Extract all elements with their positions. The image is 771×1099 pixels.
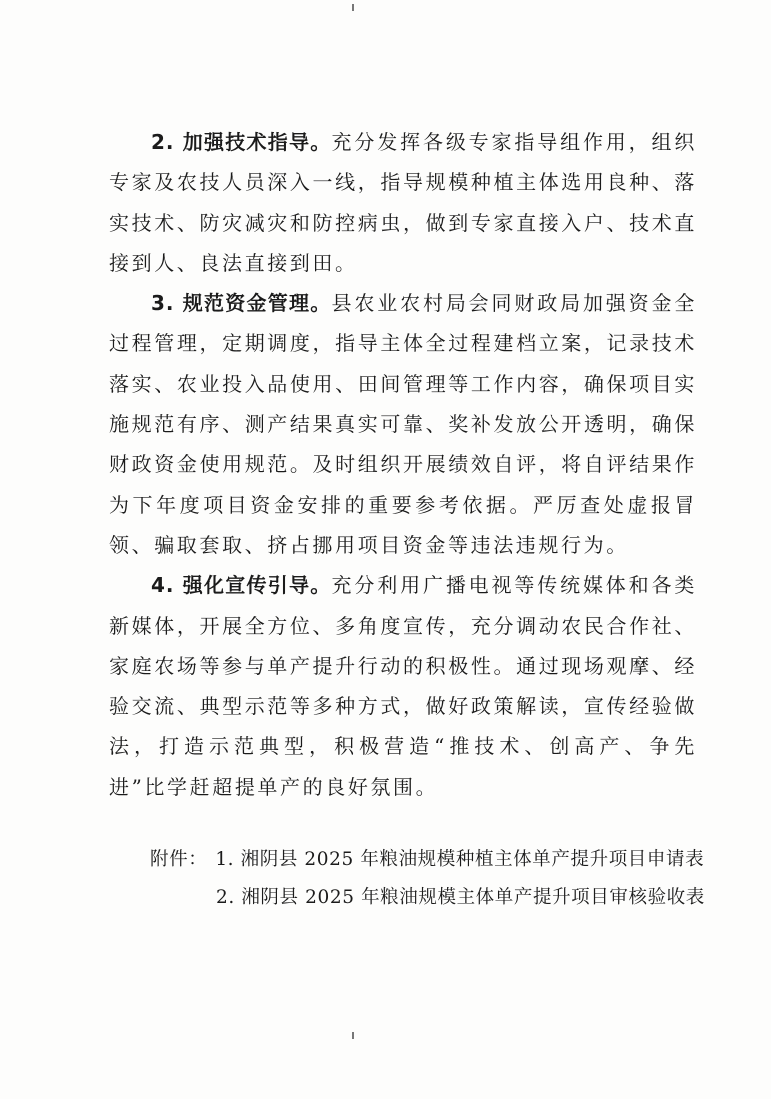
document-body [109, 122, 697, 807]
section-heading: 4. 强化宣传引导。 [151, 573, 332, 598]
section-publicity [109, 565, 697, 807]
section-heading: 3. 规范资金管理。 [151, 291, 332, 316]
attachment-item-1 [150, 845, 750, 871]
section-heading: 2. 加强技术指导。 [151, 130, 332, 154]
attachment-item-2 [216, 883, 771, 909]
attachment-label: 附件： [150, 849, 208, 870]
attachment-text: 2. 湘阴县 2025 年粮油规模主体单产提升项目审核验收表 [216, 887, 705, 908]
binding-mark-bottom [352, 1032, 354, 1039]
section-text: 充分利用广播电视等传统媒体和各类新媒体，开展全方位、多角度宣传，充分调动农民合作社、家庭农场等参与单产提升行动的积极性。通过现场观摩、经验交流、典型示范等多种方式，做好政策解读，宣传经验做法，打造示范典型，积极营造“推技术、创高产、争先进”比学赶超提单产的良好氛围。 [109, 573, 697, 799]
section-fund-management [109, 283, 697, 565]
attachment-text: 1. 湘阴县 2025 年粮油规模种植主体单产提升项目申请表 [215, 849, 705, 870]
section-text: 充分发挥各级专家指导组作用，组织专家及农技人员深入一线，指导规模种植主体选用良种、落实技术、防灾减灾和防控病虫，做到专家直接入户、技术直接到人、良法直接到田。 [109, 130, 697, 275]
binding-mark-top [352, 4, 354, 11]
section-text: 县农业农村局会同财政局加强资金全过程管理，定期调度，指导主体全过程建档立案，记录技术落实、农业投入品使用、田间管理等工作内容，确保项目实施规范有序、测产结果真实可靠、奖补发放公开透明，确保财政资金使用规范。及时组织开展绩效自评，将自评结果作为下年度项目资金安排的重要参考依据。严厉查处虚报冒领、骗取套取、挤占挪用项目资金等违法违规行为。 [109, 291, 697, 557]
section-technical-guidance [109, 122, 697, 283]
